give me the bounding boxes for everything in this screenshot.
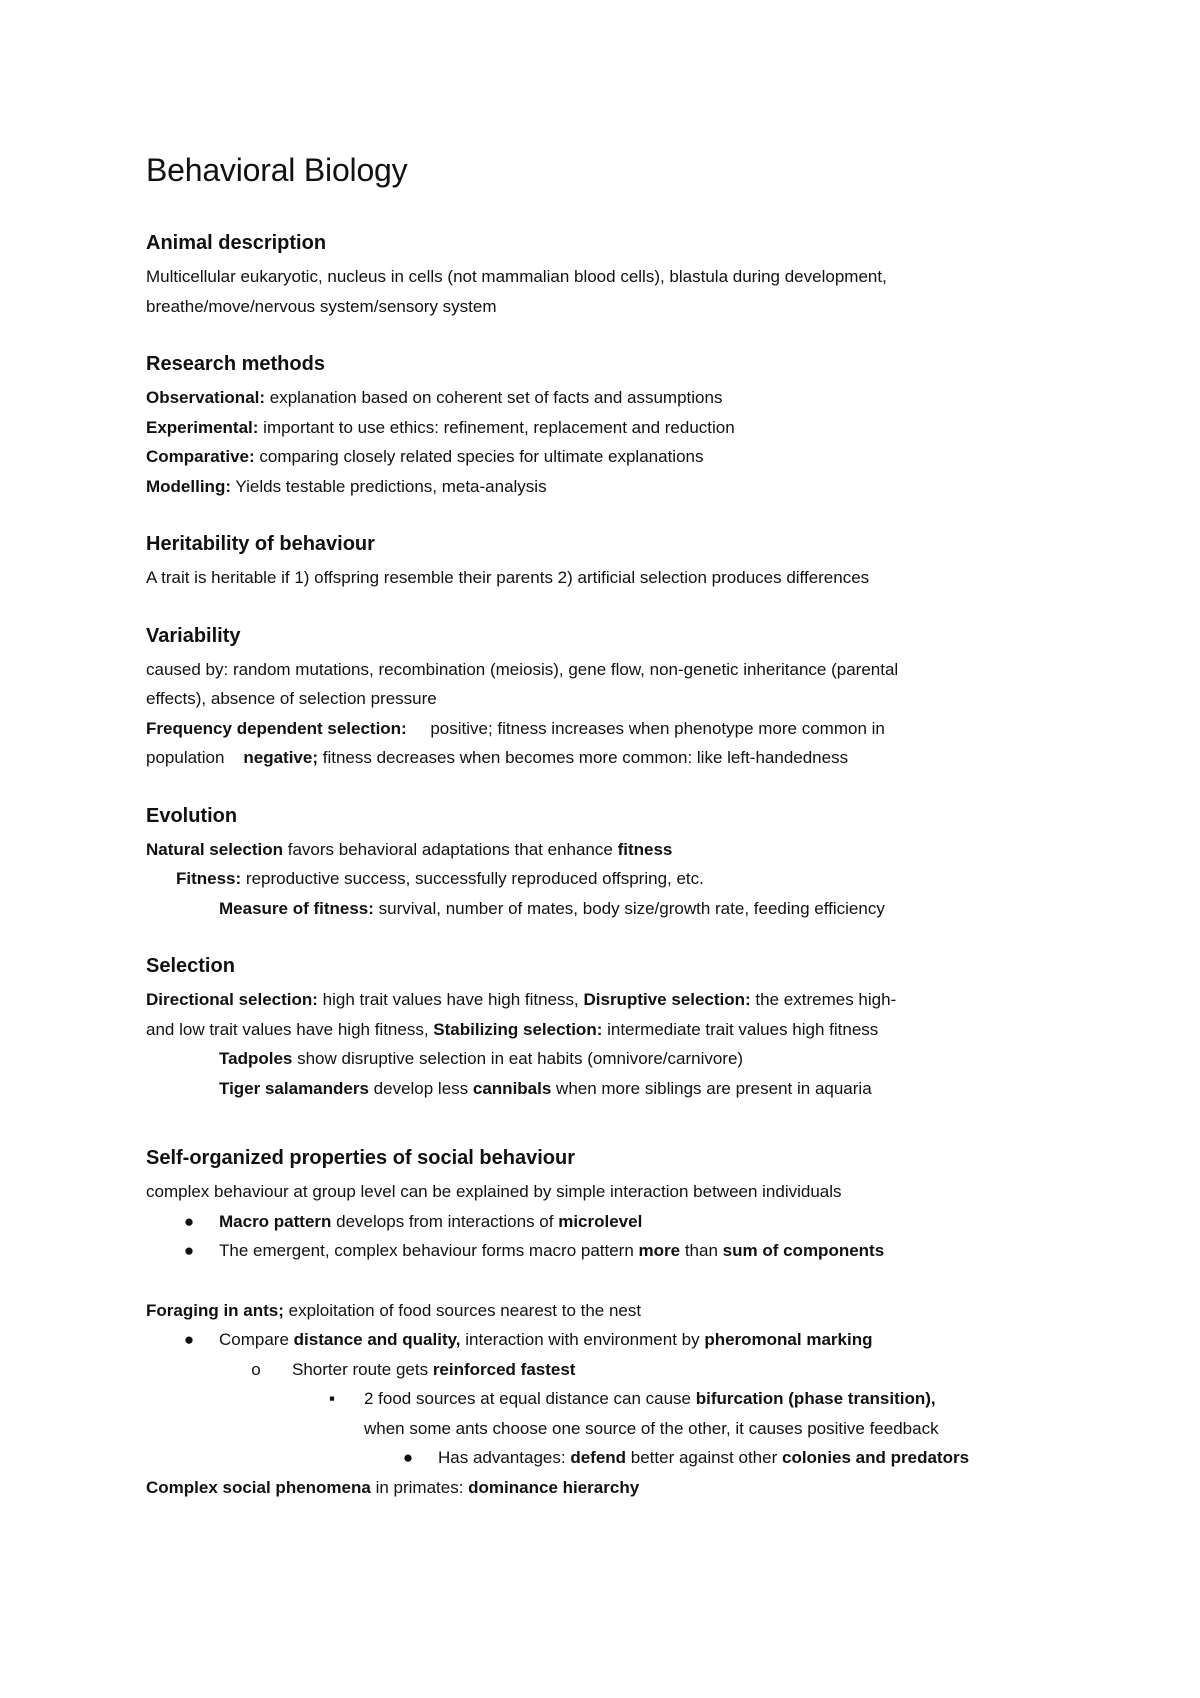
population-line <box>146 743 1076 773</box>
term-label: Macro pattern <box>219 1211 332 1231</box>
term-text: Compare <box>219 1330 294 1349</box>
research-modelling <box>146 472 1076 502</box>
complex-social-line <box>146 1473 1076 1503</box>
term-label: Observational: <box>146 388 266 407</box>
term-label: reinforced fastest <box>432 1359 576 1379</box>
term-text: The emergent, complex behaviour forms macro pattern <box>219 1241 639 1260</box>
term-text: than <box>680 1241 723 1260</box>
paragraph-line: caused by: random mutations, recombination (meiosis), gene flow, non-genetic inheritance (parental <box>146 659 899 679</box>
section-evolution <box>146 803 1076 924</box>
section-heritability <box>146 531 1076 593</box>
measure-of-fitness-line <box>146 894 1076 924</box>
section-heading: Animal description <box>146 232 327 254</box>
paragraph-line: effects), absence of selection pressure <box>146 689 437 708</box>
term-text: Yields testable predictions, meta-analysis <box>230 476 547 496</box>
term-text: favors behavioral adaptations that enhance <box>283 839 618 859</box>
term-label: Stabilizing selection: <box>433 1019 603 1039</box>
term-label: distance and quality, <box>293 1330 461 1349</box>
paragraph-line: Multicellular eukaryotic, nucleus in cells (not mammalian blood cells), blastula during development, <box>146 267 887 286</box>
term-label: Modelling: <box>146 476 231 496</box>
section-foraging <box>146 1296 1076 1503</box>
tiger-salamanders-line <box>146 1074 1076 1104</box>
term-label: bifurcation (phase transition), <box>695 1389 936 1408</box>
term-text: Shorter route gets <box>292 1359 433 1379</box>
section-self-organized <box>146 1145 1076 1266</box>
term-label: Fitness: <box>176 869 242 888</box>
term-text: Has advantages: <box>438 1448 571 1467</box>
term-text: when more siblings are present in aquaria <box>551 1078 872 1098</box>
term-text: fitness decreases when becomes more common: like left-handedness <box>318 748 849 767</box>
term-text: comparing closely related species for ultimate explanations <box>254 447 704 466</box>
term-text: 2 food sources at equal distance can cause <box>364 1389 696 1408</box>
section-selection <box>146 953 1076 1103</box>
list-item <box>146 1207 1076 1237</box>
square-bullet-icon: ▪ <box>328 1389 336 1408</box>
term-text: important to use ethics: refinement, replacement and reduction <box>258 417 735 437</box>
term-text: and low trait values have high fitness, <box>146 1019 434 1039</box>
section-research-methods <box>146 351 1076 501</box>
term-label: Comparative: <box>146 447 255 466</box>
term-label: Tadpoles <box>219 1049 293 1068</box>
bullet-icon: ● <box>183 1241 195 1260</box>
bullet-list <box>146 1325 1076 1473</box>
selection-line <box>146 1015 1076 1045</box>
term-label: defend <box>570 1448 627 1467</box>
term-text: when some ants choose one source of the other, it causes positive feedback <box>364 1418 939 1438</box>
section-heading: Evolution <box>146 804 238 827</box>
term-label: negative; <box>243 748 318 767</box>
list-item <box>146 1325 1076 1355</box>
term-label: fitness <box>617 839 673 859</box>
term-label: Complex social phenomena <box>146 1477 371 1497</box>
term-label: microlevel <box>558 1211 643 1231</box>
section-variability <box>146 623 1076 773</box>
paragraph-line: A trait is heritable if 1) offspring resemble their parents 2) artificial selection produces differences <box>146 568 870 587</box>
section-heading: Variability <box>146 624 241 647</box>
circle-bullet-icon: o <box>251 1359 261 1379</box>
page-title: Behavioral Biology <box>146 152 408 188</box>
term-text: survival, number of mates, body size/growth rate, feeding efficiency <box>373 898 885 918</box>
term-label: Tiger salamanders <box>219 1078 369 1098</box>
term-text: better against other <box>626 1448 782 1467</box>
term-label: Directional selection: <box>146 990 318 1009</box>
term-label: Natural selection <box>146 839 283 859</box>
term-label: dominance hierarchy <box>468 1477 640 1497</box>
research-observational <box>146 383 1076 413</box>
frequency-dependent-line <box>146 714 1076 744</box>
term-text: the extremes high- <box>750 990 897 1009</box>
bullet-list <box>146 1207 1076 1266</box>
term-text: in primates: <box>370 1477 469 1497</box>
term-label: pheromonal marking <box>704 1330 873 1349</box>
tadpoles-line <box>146 1044 1076 1074</box>
document-page <box>146 150 1076 1532</box>
term-label: Disruptive selection: <box>583 990 751 1009</box>
term-label: Experimental: <box>146 417 259 437</box>
section-animal-description <box>146 230 1076 321</box>
term-text: reproductive success, successfully reproduced offspring, etc. <box>241 869 704 888</box>
term-text: show disruptive selection in eat habits (omnivore/carnivore) <box>292 1049 744 1068</box>
term-label: Foraging in ants; <box>146 1300 284 1320</box>
fitness-line <box>146 864 1076 894</box>
natural-selection-line <box>146 835 1076 865</box>
list-item <box>146 1384 1076 1443</box>
term-label: more <box>638 1241 681 1260</box>
section-heading: Self-organized properties of social behaviour <box>146 1147 575 1169</box>
section-heading: Selection <box>146 955 235 977</box>
selection-line <box>146 985 1076 1015</box>
section-heading: Heritability of behaviour <box>146 533 375 555</box>
foraging-line <box>146 1296 1076 1326</box>
bullet-icon: ● <box>402 1448 414 1467</box>
term-text: exploitation of food sources nearest to the nest <box>283 1300 642 1320</box>
list-item <box>146 1355 1076 1385</box>
term-text: positive; fitness increases when phenotype more common in <box>406 718 885 738</box>
term-label: colonies and predators <box>781 1448 970 1467</box>
term-text: explanation based on coherent set of facts and assumptions <box>265 388 723 407</box>
research-experimental <box>146 413 1076 443</box>
bullet-icon: ● <box>183 1211 195 1231</box>
term-label: Frequency dependent selection: <box>146 718 407 738</box>
term-label: cannibals <box>472 1078 552 1098</box>
list-item <box>146 1443 1076 1473</box>
paragraph-line: breathe/move/nervous system/sensory system <box>146 296 497 316</box>
term-text: population <box>146 748 244 767</box>
term-label: Measure of fitness: <box>219 898 374 918</box>
list-item <box>146 1236 1076 1266</box>
term-text: intermediate trait values high fitness <box>602 1019 879 1039</box>
paragraph-line: complex behaviour at group level can be explained by simple interaction between individuals <box>146 1182 842 1201</box>
bullet-icon: ● <box>183 1330 195 1349</box>
term-text: develop less <box>368 1078 473 1098</box>
research-comparative <box>146 442 1076 472</box>
term-text: high trait values have high fitness, <box>317 990 584 1009</box>
term-text: develops from interactions of <box>331 1211 559 1231</box>
section-heading: Research methods <box>146 353 325 375</box>
term-label: sum of components <box>722 1241 885 1260</box>
term-text: interaction with environment by <box>460 1330 705 1349</box>
